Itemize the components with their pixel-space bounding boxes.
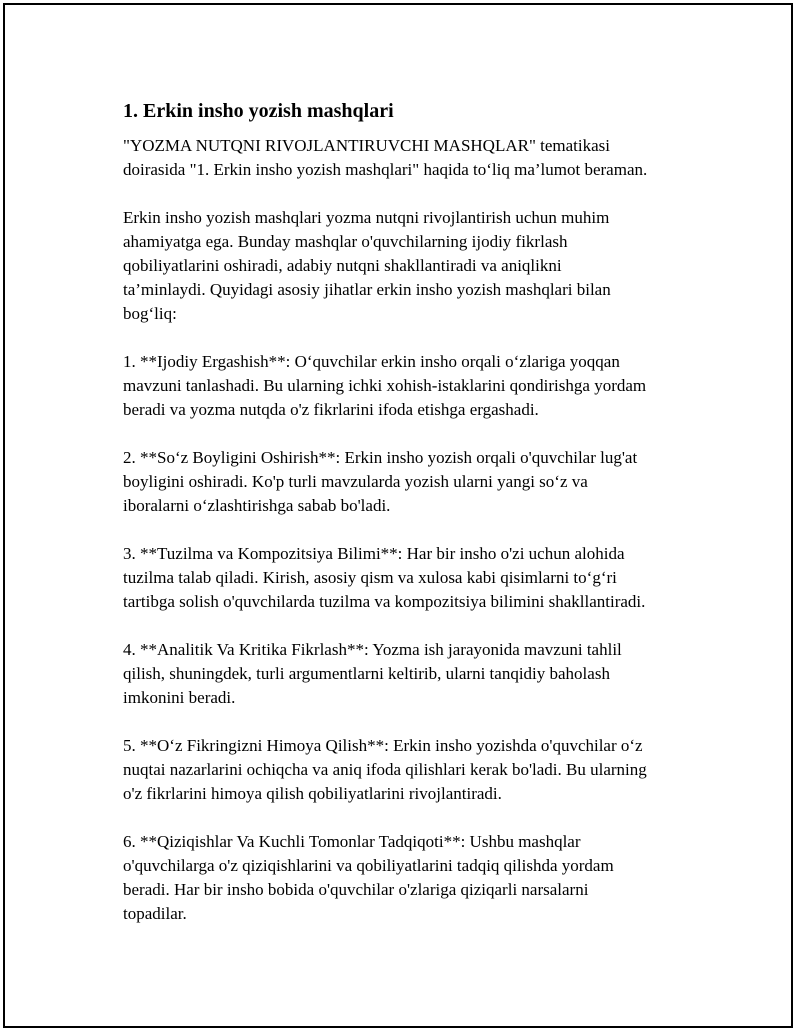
text-line: iboralarni o‘zlashtirishga sabab bo'ladi.	[123, 496, 391, 515]
text-line: beradi va yozma nutqda o'z fikrlarini ifoda etishga ergashadi.	[123, 400, 539, 419]
document-page	[3, 3, 793, 1028]
text-line: o'quvchilarga o'z qiziqishlarini va qobiliyatlarini tadqiq qilishda yordam	[123, 856, 614, 875]
list-item-3	[123, 542, 703, 614]
document-content	[123, 98, 703, 950]
text-line: ahamiyatga ega. Bunday mashqlar o'quvchilarning ijodiy fikrlash	[123, 232, 568, 251]
list-item-4	[123, 638, 703, 710]
text-line: qilish, shuningdek, turli argumentlarni keltirib, ularni tanqidiy baholash	[123, 664, 610, 683]
text-line: 6. **Qiziqishlar Va Kuchli Tomonlar Tadqiqoti**: Ushbu mashqlar	[123, 832, 581, 851]
overview-paragraph	[123, 206, 703, 326]
text-line: 4. **Analitik Va Kritika Fikrlash**: Yozma ish jarayonida mavzuni tahlil	[123, 640, 622, 659]
section-heading: 1. Erkin insho yozish mashqlari	[123, 100, 394, 122]
intro-paragraph	[123, 134, 703, 182]
list-item-1	[123, 350, 703, 422]
text-line: beradi. Har bir insho bobida o'quvchilar o'zlariga qiziqarli narsalarni	[123, 880, 589, 899]
text-line: bog‘liq:	[123, 304, 177, 323]
text-line: tuzilma talab qiladi. Kirish, asosiy qism va xulosa kabi qisimlarni to‘g‘ri	[123, 568, 617, 587]
text-line: Erkin insho yozish mashqlari yozma nutqni rivojlantirish uchun muhim	[123, 208, 610, 227]
text-line: 1. **Ijodiy Ergashish**: O‘quvchilar erkin insho orqali o‘zlariga yoqqan	[123, 352, 620, 371]
text-line: "YOZMA NUTQNI RIVOJLANTIRUVCHI MASHQLAR" tematikasi	[123, 136, 611, 155]
text-line: ta’minlaydi. Quyidagi asosiy jihatlar erkin insho yozish mashqlari bilan	[123, 280, 611, 299]
text-line: imkonini beradi.	[123, 688, 236, 707]
text-line: 5. **O‘z Fikringizni Himoya Qilish**: Erkin insho yozishda o'quvchilar o‘z	[123, 736, 643, 755]
text-line: qobiliyatlarini oshiradi, adabiy nutqni shakllantiradi va aniqlikni	[123, 256, 562, 275]
text-line: topadilar.	[123, 904, 187, 923]
text-line: boyligini oshiradi. Ko'p turli mavzularda yozish ularni yangi so‘z va	[123, 472, 588, 491]
text-line: o'z fikrlarini himoya qilish qobiliyatlarini rivojlantiradi.	[123, 784, 502, 803]
text-line: doirasida "1. Erkin insho yozish mashqlari" haqida to‘liq ma’lumot beraman.	[123, 160, 648, 179]
list-item-5	[123, 734, 703, 806]
text-line: 3. **Tuzilma va Kompozitsiya Bilimi**: Har bir insho o'zi uchun alohida	[123, 544, 625, 563]
list-item-6	[123, 830, 703, 926]
text-line: mavzuni tanlashadi. Bu ularning ichki xohish-istaklarini qondirishga yordam	[123, 376, 647, 395]
text-line: 2. **So‘z Boyligini Oshirish**: Erkin insho yozish orqali o'quvchilar lug'at	[123, 448, 638, 467]
text-line: tartibga solish o'quvchilarda tuzilma va kompozitsiya bilimini shakllantiradi.	[123, 592, 646, 611]
list-item-2	[123, 446, 703, 518]
text-line: nuqtai nazarlarini ochiqcha va aniq ifoda qilishlari kerak bo'ladi. Bu ularning	[123, 760, 647, 779]
